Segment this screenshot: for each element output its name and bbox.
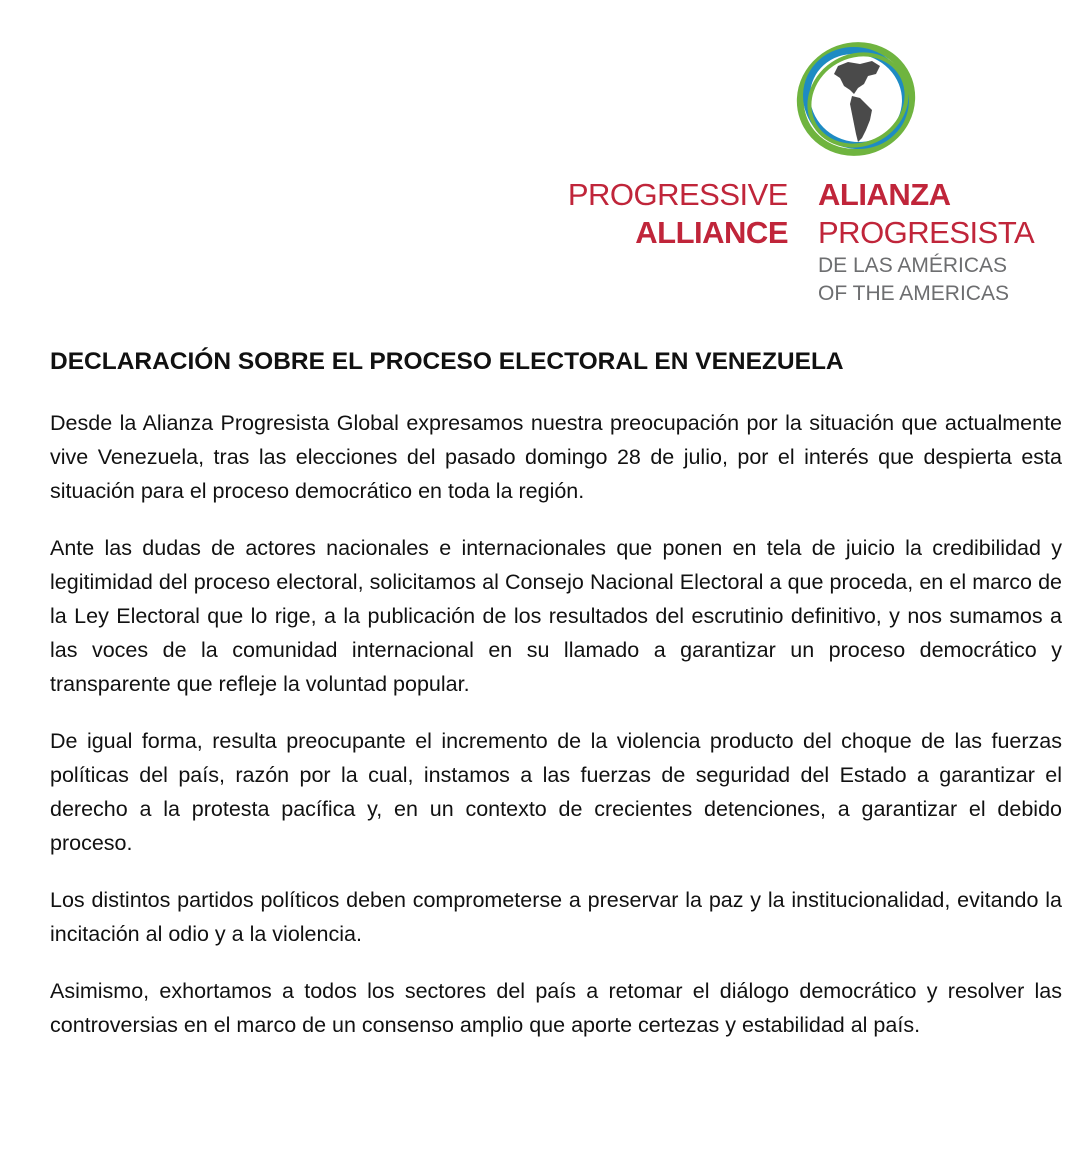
logo-spanish-line1: ALIANZA — [818, 177, 951, 212]
declaration-document — [50, 342, 1062, 1065]
paragraph-5: Asimismo, exhortamos a todos los sectores del país a retomar el diálogo democrático y resolver las controversias en el marco de un consenso amplio que aporte certezas y estabilidad al país. — [50, 979, 1062, 1037]
document-title: DECLARACIÓN SOBRE EL PROCESO ELECTORAL EN VENEZUELA — [50, 348, 844, 375]
paragraph-4: Los distintos partidos políticos deben comprometerse a preservar la paz y la institucionalidad, evitando la incitación al odio y a la violencia. — [50, 888, 1062, 946]
logo-english-name — [568, 176, 788, 252]
paragraph-3: De igual forma, resulta preocupante el incremento de la violencia producto del choque de las fuerzas políticas del país, razón por la cual, instamos a las fuerzas de seguridad del Estado a garantizar el derecho a la protesta pacífica y, en un contexto de crecientes detenciones, a garantizar el debido proceso. — [50, 729, 1062, 855]
globe-icon — [786, 34, 926, 164]
paragraph-2: Ante las dudas de actores nacionales e internacionales que ponen en tela de juicio la credibilidad y legitimidad del proceso electoral, solicitamos al Consejo Nacional Electoral a que proceda, en el marco de la Ley Electoral que lo rige, a la publicación de los resultados del escrutinio definitivo, y nos sumamos a las voces de la comunidad internacional en su llamado a garantizar un proceso democrático y transparente que refleje la voluntad popular. — [50, 536, 1062, 696]
logo-english-line2: ALLIANCE — [635, 215, 788, 250]
logo-subtitle-english: OF THE AMERICAS — [818, 282, 1009, 305]
organization-logo — [567, 30, 1035, 310]
logo-spanish-line2: PROGRESISTA — [818, 215, 1035, 250]
logo-english-line1: PROGRESSIVE — [567, 177, 788, 212]
logo-spanish-name — [818, 176, 1034, 308]
paragraph-1: Desde la Alianza Progresista Global expresamos nuestra preocupación por la situación que actualmente vive Venezuela, tras las elecciones del pasado domingo 28 de julio, por el interés que despierta esta situación para el proceso democrático en toda la región. — [50, 411, 1062, 503]
logo-subtitle-spanish: DE LAS AMÉRICAS — [818, 254, 1008, 277]
